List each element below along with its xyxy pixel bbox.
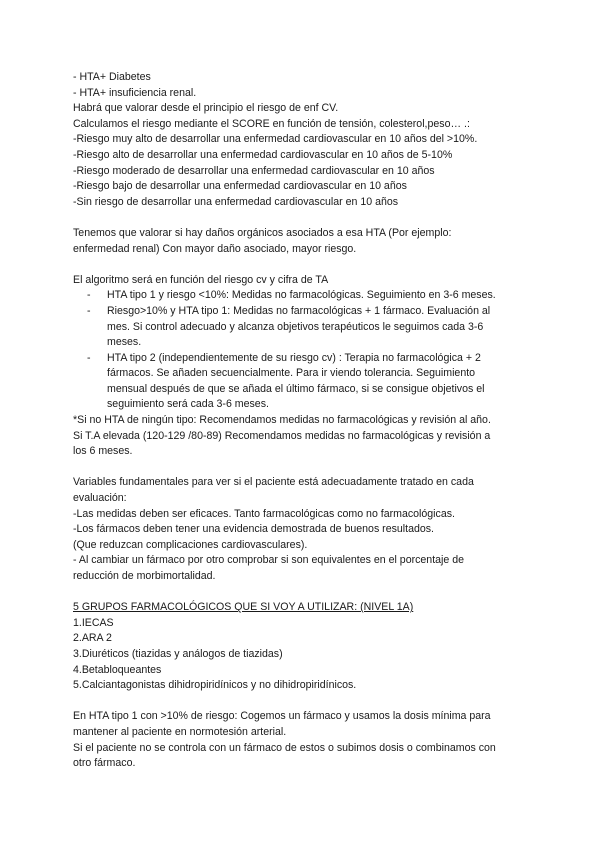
note-line: *Si no HTA de ningún tipo: Recomendamos medidas no farmacológicas y revisión al año. bbox=[73, 414, 491, 427]
drug-group-item: 2.ARA 2 bbox=[73, 632, 112, 645]
paragraph-line: otro fármaco. bbox=[73, 757, 136, 770]
risk-line: -Riesgo muy alto de desarrollar una enfermedad cardiovascular en 10 años del >10%. bbox=[73, 133, 478, 146]
list-item-line: Riesgo>10% y HTA tipo 1: Medidas no farmacológicas + 1 fármaco. Evaluación al bbox=[107, 304, 491, 317]
drug-group-item: 5.Calciantagonistas dihidropiridínicos y no dihidropiridínicos. bbox=[73, 679, 357, 692]
drug-group-item: 4.Betabloqueantes bbox=[73, 663, 162, 676]
note-line: Si T.A elevada (120-129 /80-89) Recomendamos medidas no farmacológicas y revisión a bbox=[73, 429, 491, 442]
paragraph-gap bbox=[73, 694, 548, 710]
drug-groups-heading: 5 GRUPOS FARMACOLÓGICOS QUE SI VOY A UTILIZAR: (NIVEL 1A) bbox=[73, 601, 414, 614]
paragraph-line: evaluación: bbox=[73, 492, 127, 505]
list-item bbox=[73, 351, 548, 413]
list-item-line: meses. bbox=[107, 336, 142, 349]
bullet-dash: - bbox=[87, 351, 91, 364]
risk-line: -Riesgo bajo de desarrollar una enfermedad cardiovascular en 10 años bbox=[73, 180, 407, 193]
list-item bbox=[73, 304, 548, 351]
paragraph-gap bbox=[73, 210, 548, 226]
variables-section bbox=[73, 475, 548, 584]
risk-line: -Sin riesgo de desarrollar una enfermedad cardiovascular en 10 años bbox=[73, 195, 399, 208]
drug-group-item: 1.IECAS bbox=[73, 616, 114, 629]
intro-section bbox=[73, 70, 548, 210]
list-item-line: mes. Si control adecuado y alcanza objetivos terapéuticos le seguimos cada 3-6 bbox=[107, 320, 484, 333]
algorithm-section bbox=[73, 273, 548, 460]
bullet-dash: - bbox=[87, 289, 91, 302]
algorithm-heading: El algoritmo será en función del riesgo cv y cifra de TA bbox=[73, 273, 329, 286]
paragraph-line: -Los fármacos deben tener una evidencia demostrada de buenos resultados. bbox=[73, 523, 435, 536]
drug-groups-section bbox=[73, 600, 548, 694]
risk-line: -Riesgo alto de desarrollar una enfermedad cardiovascular en 10 años de 5-10% bbox=[73, 148, 453, 161]
risk-line: -Riesgo moderado de desarrollar una enfermedad cardiovascular en 10 años bbox=[73, 164, 435, 177]
paragraph-gap bbox=[73, 460, 548, 476]
list-item-line: seguimiento será cada 3-6 meses. bbox=[107, 398, 269, 411]
intro-line: - HTA+ Diabetes bbox=[73, 71, 151, 83]
list-item bbox=[73, 288, 548, 304]
intro-line: Habrá que valorar desde el principio el riesgo de enf CV. bbox=[73, 102, 339, 115]
intro-line: - HTA+ insuficiencia renal. bbox=[73, 86, 197, 99]
paragraph-line: enfermedad renal) Con mayor daño asociado, mayor riesgo. bbox=[73, 242, 357, 255]
closing-section bbox=[73, 709, 548, 771]
paragraph-line: - Al cambiar un fármaco por otro comprobar si son equivalentes en el porcentaje de bbox=[73, 554, 465, 567]
organ-damage-paragraph bbox=[73, 226, 548, 257]
algorithm-list bbox=[73, 288, 548, 413]
paragraph-line: -Las medidas deben ser eficaces. Tanto farmacológicas como no farmacológicas. bbox=[73, 507, 455, 520]
drug-group-item: 3.Diuréticos (tiazidas y análogos de tiazidas) bbox=[73, 647, 283, 660]
paragraph-line: reducción de morbimortalidad. bbox=[73, 570, 216, 582]
list-item-line: fármacos. Se añaden secuencialmente. Para ir viendo tolerancia. Seguimiento bbox=[107, 367, 476, 380]
note-line: los 6 meses. bbox=[73, 445, 133, 458]
paragraph-line: (Que reduzcan complicaciones cardiovasculares). bbox=[73, 538, 308, 551]
paragraph-line: Variables fundamentales para ver si el paciente está adecuadamente tratado en cada bbox=[73, 476, 474, 489]
list-item-line: HTA tipo 2 (independientemente de su riesgo cv) : Terapia no farmacológica + 2 bbox=[107, 351, 481, 364]
paragraph-gap bbox=[73, 585, 548, 601]
paragraph-gap bbox=[73, 257, 548, 273]
list-item-line: HTA tipo 1 y riesgo <10%: Medidas no farmacológicas. Seguimiento en 3-6 meses. bbox=[107, 289, 496, 302]
list-item-line: mensual después de que se añada el último fármaco, si se consigue objetivos el bbox=[107, 382, 485, 395]
document-body bbox=[73, 70, 548, 772]
paragraph-line: Tenemos que valorar si hay daños orgánicos asociados a esa HTA (Por ejemplo: bbox=[73, 226, 452, 239]
paragraph-line: mantener al paciente en normotesión arterial. bbox=[73, 725, 287, 738]
bullet-dash: - bbox=[87, 304, 91, 317]
paragraph-line: Si el paciente no se controla con un fármaco de estos o subimos dosis o combinamos con bbox=[73, 741, 496, 754]
intro-line: Calculamos el riesgo mediante el SCORE en función de tensión, colesterol,peso… .: bbox=[73, 117, 470, 130]
paragraph-line: En HTA tipo 1 con >10% de riesgo: Cogemos un fármaco y usamos la dosis mínima para bbox=[73, 710, 491, 723]
